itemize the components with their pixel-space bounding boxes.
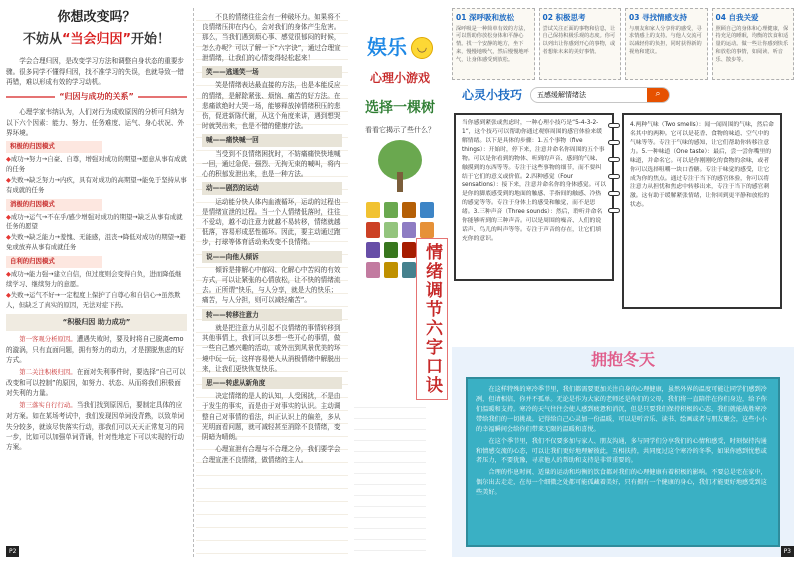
tree-choice <box>402 222 416 238</box>
left-intro: 学会合理归因，是改变学习方法和调整自身状态的重要步骤。很多同学不懂得归因，找不准学习的失误，也就导致一错再错，难以形成有效的学习动机。 <box>6 57 185 86</box>
tree-choice <box>402 202 416 218</box>
tree-question: 看看它揭示了些什么？ <box>365 126 435 135</box>
step-text: 照顾自己的身体和心理健康，保持充足的睡眠，均衡的饮食和适量的运动。做一些让你感到快乐和放松的事情，如阅读、听音乐、散步等。 <box>715 25 789 63</box>
fun-heading: 娱乐 <box>367 35 407 59</box>
method-2: 第二关注积极归因。在面对失利事件时，要选择“自己可以改变和可以控制”的原因，如努力、状态、从而将我们积极面对失利的力量。 <box>6 368 186 398</box>
smile-icon: ◡ <box>411 37 433 59</box>
quiz-text-block <box>354 397 426 557</box>
mid-outro: 心理宣泄有合理与不合理之分，我们要学会合理宣泄不良情绪，做情绪的主人。 <box>202 445 341 464</box>
winter-title: 拥抱冬天 <box>590 349 655 369</box>
six-word-title: 情绪调节六字口诀 <box>416 238 448 400</box>
row-positive-a: ◆成功→努力→自豪、自尊，增强对成功的期望→愿意从事有成就的任务 <box>6 154 187 173</box>
text-shift: 就是把注意力从引起不良情绪的事情转移到其他事情上，我们可以多想一些开心的事情，做一些自己感兴趣的活动，或外出到风景优美的环境中玩一玩，这样容易使人从消极情绪中解脱出来，让我们更快恢复快乐。 <box>202 323 341 373</box>
tree-choice <box>402 242 416 258</box>
heading-shout: 喊——痛快喊一回 <box>202 134 342 146</box>
step-card <box>712 8 795 80</box>
method-1: 第一客观分析原因。遭遇失败时，要及时将自己脱离emo的漩涡，只有直面问题，拥有努力的动力，才是摆脱焦虑的好方式。 <box>6 334 185 364</box>
tree-choice <box>420 202 434 218</box>
left-para1: 心理学家韦纳认为，人们对行为成败原因的分析可归纳为以下六个因素：能力、努力、任务难度、运气、身心状况、外界环境。 <box>6 108 185 137</box>
row-self-b: ◆失败→运气不好→一定程度上保护了自尊心和自信心→虽然欺人，但缺乏了真实的原因，无法对症下药。 <box>6 290 181 309</box>
banner-positive: “积极归因 助力成功” <box>6 314 187 331</box>
winter-box: 在这样特殊的寒冷季节里，我们都需要更加关注自身的心理健康，虽然外界的温度可能让同学们感到冷冽，但请相信，你并不孤单。无论是作为大家的老师还是你们的父母，我们将一直陪伴在你们身边，给予你们温暖和支持。寒冷的天气往往会使人感到疲惫和消沉，但是只要我们保持积极的心态，我们就能战胜寒冷带给我们的一切挑战。记得给自己心灵加一份温暖，可以是听音乐、读书、绘画或者与朋友聚会，这些小小的幸福瞬间会给你们带来无限的温暖和喜悦。 在这个季节里，我们不仅要多加与家人、朋友沟通，多与同学们分享我们的心情和感受，时刻保持沟通和情感交流的心态，可以让我们更好地理解彼此，互相扶持，共同度过这个寒冷的冬季，如果你感到忧愁或者压力，不要犹豫，寻求他人的帮助和支持是非常重要的。 合理的作息时间、适量的运动和均衡的饮食都对我们的心理健康有着积极的影响。不要总是宅在家中，偶尔出去走走，在每一个细微之处都可能孤藏着美好，只有拥有一个健康的身心，我们才能更好地感受到这些美好。 <box>466 377 780 547</box>
tips-boxes <box>452 113 794 309</box>
tree-choice <box>366 242 380 258</box>
tree-icon <box>370 140 430 194</box>
step-card <box>452 8 535 80</box>
row-self-a: ◆成功→能力强→建立自信，但过度则会变得自负，进而降低继续学习、继续努力的意愿。 <box>6 270 182 289</box>
text-move: 运动能分快人体内血液循环，运动的过程也是情绪宣泄的过程。当一个人情绪低落时，往往不爱动，越不动注意力就越不易转移，情绪就越低落，容易形成恶性循环。因此，要主动通过跑步，打球等体育活动来改变不良情绪。 <box>202 197 341 247</box>
tips-box-right: 4.两种气味（Two smells）：闻一闻周围的气味，然后命名其中的两种。它可以是花香、食物的味道、空气中的气味等等。专注于气味的感知，让它们帮助你转移注意力。5.一种味道（One taste）：最后，尝一尝你嘴里的味道，并命名它。可以是你刚刚吃的食物的余味，或者你可以选择咀嚼一块口香糖。专注于味觉的感受，让它成为你的焦点。通过专注于当下的感官体验，你可以将注意力从担忧和焦虑中转移出来，专注于当下的感官刺激。这有助于缓解紧张情绪，让你回到更平静和放松的状态。 <box>622 113 782 309</box>
tips-header <box>452 80 794 105</box>
tree-choice <box>420 222 434 238</box>
search-box <box>530 87 670 103</box>
winter-section <box>452 347 794 557</box>
text-shout: 当受到不良情绪困扰时，不妨痛痛快快地喊一回，通过急促、强烈、无拘无束的喊叫，将内心的积郁发泄出来，也是一种方法。 <box>202 149 341 179</box>
mid-column <box>196 8 348 557</box>
page-number-left: P2 <box>6 546 19 557</box>
tips-box-left: 当你感到紧张或焦虑时，一种心理小技巧是“5-4-3-2-1”，这个技巧可以帮助你通过观察周围的感官体验来缓解情绪。以下是具体的步骤：1.五个事物（five things）：开始时，停下来，注意并命名你周围的五个事物。可以是你看到的物体、听到的声音、感到的气味、触摸到的东西等等。专注于这些事物的细节，而不要纠结于它们的意义或价值。2.四种感觉（Four sensations）：接下来，注意并命名你的身体感觉。可以是你的脚底感受到的地面的触感、手指间的触感、冷热的感觉等等。专注于身体上的感受和触觉，而不是思绪。3.三种声音（Three sounds）：然后，聆听并命名你能够听到的三种声音。可以是周围的噪音、人们的说话声、鸟儿的叫声等等。专注于声音的存在，让它们填充你的意识。 <box>454 113 614 281</box>
text-think: 决定情绪的是人的认知，人受困扰，不是由于发生的事实，而是由于对事实的认识。主动调整自己对事情的看法，纠正认识上的偏差，多从光明面看问题，就可减轻甚至消除不良情绪，变阴暗为晴朗。 <box>202 392 341 442</box>
step-text: 尝试关注正面的事物和信息，让自己保持积极乐观的态度。你可以列出让你感到开心的事物，或者想象未来的美好事情。 <box>542 25 616 56</box>
page-number-right: P3 <box>781 546 794 557</box>
step-title: 02 积极思考 <box>542 13 586 22</box>
left-title: 你想改变吗？ <box>57 10 136 25</box>
heading-move: 动——剧烈的运动 <box>202 182 342 194</box>
tree-choice <box>384 202 398 218</box>
heading-talk: 说——向他人倾诉 <box>202 251 342 263</box>
left-column <box>6 8 194 557</box>
tree-choice <box>366 202 380 218</box>
binder-rings <box>608 123 620 213</box>
tree-choice <box>366 222 380 238</box>
row-negative-b: ◆失败→缺乏能力→羞愧、无能感，沮丧→降低对成功的期望→避免或放弃从事有成就任务 <box>6 233 186 252</box>
step-title: 01 深呼吸和放松 <box>456 13 515 22</box>
banner-attribution: “归因与成功的关系” <box>6 91 187 103</box>
tips-title: 心灵小技巧 <box>462 88 523 102</box>
tree-heading: 选择一棵树 <box>365 99 435 116</box>
step-text: 深呼吸是一种简单有效的方法，可以帮助你放松身体和平静心情。找一个安静的地方，坐下来，慢慢地吸气，然后慢慢地呼气，让身体感受到放松。 <box>456 25 529 63</box>
text-talk: 倾诉是排解心中郁闷、化解心中苦闷的有效方式，可以让紧张的心情放松，让不快的情绪流去。正所谓“快乐，与人分享，就是大的快乐；痛苦，与人分担，则可以减轻痛苦”。 <box>202 265 341 305</box>
step-text: 与朋友和家人分享你的感受，寻求情感上的支持。与他人交流可以减轻你的负担，同时获得新的视角和建议。 <box>629 25 702 56</box>
text-laugh: 笑是情绪表达最直接的方法，也是本能反应的情绪，是解除紧张、烦恼、痛苦的好方法。在悲痛欲绝时大哭一场，能够释放掉情绪积压的悲伤，促进新陈代谢，从这个角度来讲，遇到想哭时就哭出来，也是不错的健康疗法。 <box>202 81 341 131</box>
heading-think: 思——转虑从新角度 <box>202 377 342 389</box>
tree-choice <box>384 242 398 258</box>
tree-choice <box>402 262 416 278</box>
step-title: 03 寻找情感支持 <box>629 13 688 22</box>
step-card <box>539 8 622 80</box>
center-column <box>352 8 448 557</box>
tree-choice <box>384 222 398 238</box>
method-3: 第三落实自行行动。当我们找到原因后，要制定具体的应对方案。如在某场考试中，我们发现因单词没背熟，以致单词失分较多，就该尽快落实行动，那我们可以天天正常复习的同一步，比如可以加强单词背诵，针对性地定下可以实现的行动方案。 <box>6 401 185 451</box>
left-subtitle: 不妨从“当会归因”开始！ <box>22 32 171 48</box>
row-negative-a: ◆成功→运气→不在乎/感少增强对成功的期望→缺乏从事有成就任务的愿望 <box>6 212 183 231</box>
tree-choice <box>366 262 380 278</box>
sub-negative: 消极的归因模式 <box>6 199 102 211</box>
right-column <box>452 8 794 557</box>
step-cards <box>452 8 794 80</box>
heading-laugh: 笑——逃通笑一场 <box>202 66 342 78</box>
search-input[interactable] <box>531 91 647 99</box>
step-card <box>625 8 708 80</box>
sub-selfserving: 自利的归因模式 <box>6 256 102 268</box>
step-title: 04 自我关爱 <box>715 13 759 22</box>
row-positive-b: ◆失败→缺乏努力→内疚，具有对成功的高期望→能免于坚持从事有成就的任务 <box>6 175 187 194</box>
mid-intro: 不良的情绪往往会有一种破坏力。如果将不良情绪压抑在内心，会对我们的身体产生危害。那么，当我们遇到烦心事、感觉很郁闷的时候，怎么办呢？可以了解一下“六字诀”，通过合理宣泄情绪，让我们的心情变得轻松起来！ <box>202 13 341 62</box>
sub-positive: 积极的归因模式 <box>6 141 102 153</box>
search-icon[interactable]: ⌕ <box>647 88 669 102</box>
heading-shift: 转——转移注意力 <box>202 309 342 321</box>
tree-choice <box>384 262 398 278</box>
game-heading: 心理小游戏 <box>369 71 430 85</box>
